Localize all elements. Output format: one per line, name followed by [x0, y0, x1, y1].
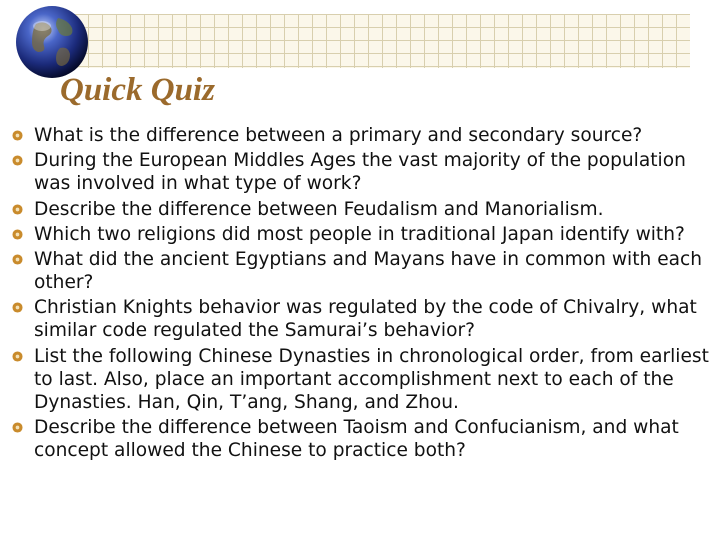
question-text: Describe the difference between Taoism and Confucianism, and what concept allowed the Chinese to practice both?	[34, 417, 679, 462]
question-text: During the European Middles Ages the vast majority of the population was involved in what type of work?	[34, 150, 686, 195]
question-item	[10, 124, 716, 147]
question-item	[10, 296, 716, 342]
orange-circle-bullet-icon	[12, 130, 23, 141]
question-item	[10, 345, 716, 414]
question-item	[10, 198, 716, 221]
question-item	[10, 416, 716, 462]
orange-circle-bullet-icon	[12, 229, 23, 240]
globe-icon	[14, 4, 90, 80]
orange-circle-bullet-icon	[12, 204, 23, 215]
question-text: What did the ancient Egyptians and Mayans have in common with each other?	[34, 249, 703, 294]
orange-circle-bullet-icon	[12, 302, 23, 313]
question-text: Which two religions did most people in traditional Japan identify with?	[34, 223, 685, 245]
question-item	[10, 223, 716, 246]
orange-circle-bullet-icon	[12, 422, 23, 433]
header-grid-decoration	[60, 14, 690, 68]
orange-circle-bullet-icon	[12, 155, 23, 166]
question-text: What is the difference between a primary and secondary source?	[34, 125, 643, 146]
orange-circle-bullet-icon	[12, 254, 23, 265]
question-item	[10, 248, 716, 294]
orange-circle-bullet-icon	[12, 351, 23, 362]
question-text: List the following Chinese Dynasties in chronological order, from earliest to last. Also, place an important accomplishment next to each of the Dynasties. Han, Qin, T’ang, Shang, and Zhou.	[34, 345, 709, 413]
slide-title: Quick Quiz	[60, 72, 215, 108]
question-list	[10, 124, 716, 464]
question-item	[10, 149, 716, 195]
question-text: Christian Knights behavior was regulated by the code of Chivalry, what similar code regulated the Samurai’s behavior?	[34, 297, 697, 342]
question-text: Describe the difference between Feudalism and Manorialism.	[34, 198, 604, 220]
